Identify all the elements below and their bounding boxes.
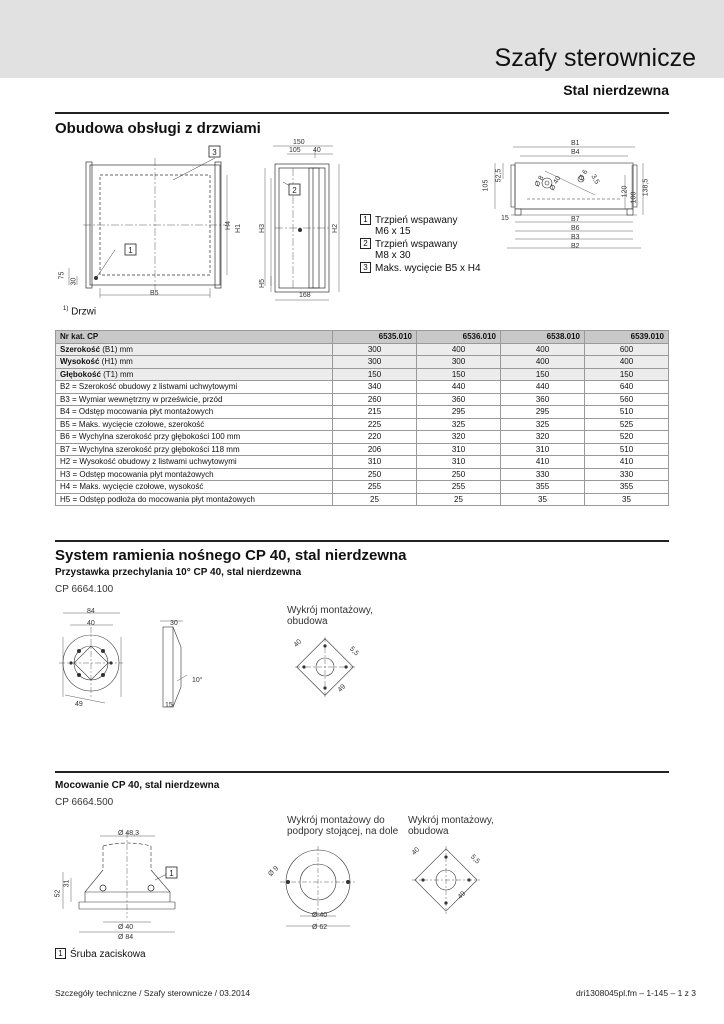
- table-row: [56, 381, 669, 394]
- cutout-caption-2b: podpory stojącej, na dole: [287, 826, 399, 837]
- page-title: Szafy sterownicze: [494, 44, 696, 72]
- dim-cut-5-5: 5,5: [347, 645, 360, 658]
- table-cell: 440: [501, 381, 585, 394]
- row-label-text: B6 = Wychylna szerokość przy głębokości 100 mm: [60, 432, 241, 442]
- table-row: [56, 356, 669, 369]
- cutout-caption-3: [408, 815, 494, 837]
- dim-d8: Ø 8: [533, 174, 546, 189]
- dim-h1: H1: [234, 224, 242, 233]
- legend-text-3a: Maks. wycięcie B5 x H4: [375, 263, 481, 274]
- table-cell: 640: [585, 381, 669, 394]
- table-cell: 525: [585, 418, 669, 431]
- dim-b1: B1: [571, 140, 580, 147]
- row-label: [56, 343, 333, 356]
- dim-105: 105: [289, 147, 301, 154]
- dim-tilt-40: 40: [87, 620, 95, 627]
- cutout-drawing-2: [270, 840, 360, 935]
- table-cell: 25: [417, 493, 501, 506]
- footer-left: Szczegóły techniczne / Szafy sterownicze / 03.2014: [55, 988, 251, 998]
- table-row: [56, 406, 669, 419]
- table-cell: 300: [417, 356, 501, 369]
- row-label: [56, 368, 333, 381]
- table-row: [56, 343, 669, 356]
- legend-text-1b: M6 x 15: [375, 226, 411, 237]
- svg-text:3: 3: [212, 148, 217, 157]
- row-label-bold: Szerokość: [60, 344, 101, 354]
- table-cell: 360: [501, 393, 585, 406]
- footnote: [63, 306, 96, 317]
- table-cell: 410: [585, 456, 669, 469]
- dim-15-side: 15: [165, 702, 173, 709]
- row-label: [56, 381, 333, 394]
- cutout-caption-1b: obudowa: [287, 616, 328, 627]
- table-row: [56, 481, 669, 494]
- cutout-caption-3b: obudowa: [408, 826, 449, 837]
- dim-top-105: 105: [482, 179, 490, 192]
- section-subtitle-tilt: Przystawka przechylania 10° CP 40, stal nierdzewna: [55, 567, 302, 578]
- table-row: [56, 431, 669, 444]
- table-cell: 510: [585, 406, 669, 419]
- table-cell: 225: [333, 418, 417, 431]
- footer-right: dri1308045pl.fm – 1-145 – 1 z 3: [575, 988, 696, 998]
- table-cell: 520: [585, 431, 669, 444]
- dim-75: 75: [58, 271, 66, 280]
- table-cell: 220: [333, 431, 417, 444]
- table-cell: 35: [585, 493, 669, 506]
- legend-item-2: [360, 238, 481, 250]
- dim-49: 49: [75, 701, 83, 708]
- cutout-caption-1: [287, 605, 373, 627]
- dim-b4: B4: [571, 149, 580, 156]
- table-header-row: [56, 331, 669, 344]
- row-label: [56, 431, 333, 444]
- row-label-text: B5 = Maks. wycięcie czołowe, szerokość: [60, 419, 205, 429]
- row-label-text: B3 = Wymiar wewnętrzny w prześwicie, przód: [60, 394, 223, 404]
- svg-text:2: 2: [292, 186, 297, 195]
- spec-table: [55, 330, 669, 506]
- svg-text:1: 1: [169, 869, 174, 878]
- part-number-100: CP 6664.100: [55, 584, 114, 595]
- table-row: [56, 443, 669, 456]
- dim-150: 150: [293, 139, 305, 146]
- table-cell: 250: [417, 468, 501, 481]
- footnote-mark: 1): [63, 306, 69, 312]
- col-header-6538: 6538.010: [501, 331, 585, 344]
- table-cell: 260: [333, 393, 417, 406]
- dim-40: 40: [313, 147, 321, 154]
- table-cell: 325: [417, 418, 501, 431]
- dim-30: 30: [70, 277, 78, 286]
- mount-legend: [55, 948, 146, 960]
- row-label-text: B7 = Wychylna szerokość przy głębokości 118 mm: [60, 444, 240, 454]
- legend-num-1: 1: [360, 214, 371, 225]
- row-label: [56, 481, 333, 494]
- row-label-text: H4 = Maks. wycięcie czołowe, wysokość: [60, 482, 204, 492]
- row-label: [56, 356, 333, 369]
- row-label: [56, 493, 333, 506]
- row-label-text: (T1) mm: [100, 369, 134, 379]
- table-cell: 35: [501, 493, 585, 506]
- table-cell: 330: [585, 468, 669, 481]
- dim-d48-3: Ø 48,3: [118, 830, 140, 837]
- row-label: [56, 443, 333, 456]
- legend-text-2a: Trzpień wspawany: [375, 239, 458, 250]
- table-cell: 206: [333, 443, 417, 456]
- dim-b3: B3: [571, 234, 580, 241]
- table-row: [56, 456, 669, 469]
- table-cell: 510: [585, 443, 669, 456]
- row-label: [56, 418, 333, 431]
- table-cell: 255: [417, 481, 501, 494]
- legend-text-2b: M8 x 30: [375, 250, 411, 261]
- mount-legend-num: 1: [55, 948, 66, 959]
- table-cell: 255: [333, 481, 417, 494]
- dim-d40: Ø 40: [548, 175, 563, 192]
- row-label: [56, 468, 333, 481]
- dim-15: 15: [501, 215, 509, 222]
- mount-legend-text: Śruba zaciskowa: [70, 949, 146, 960]
- table-cell: 25: [333, 493, 417, 506]
- table-cell: 310: [417, 456, 501, 469]
- table-cell: 360: [417, 393, 501, 406]
- row-label-bold: Wysokość: [60, 357, 100, 367]
- table-cell: 295: [417, 406, 501, 419]
- table-row: [56, 393, 669, 406]
- section-rule-3: [55, 771, 669, 773]
- dim-d6: Ø 6: [577, 168, 590, 183]
- dim-d9: Ø 9: [267, 865, 281, 878]
- table-cell: 300: [333, 356, 417, 369]
- row-label-text: H5 = Odstęp podłoża do mocowania płyt montażowych: [60, 494, 255, 504]
- footnote-text: Drzwi: [71, 306, 97, 318]
- table-cell: 310: [501, 443, 585, 456]
- cutout-caption-1a: Wykrój montażowy,: [287, 605, 373, 616]
- section-title-cp40: System ramienia nośnego CP 40, stal nierdzewna: [55, 547, 407, 564]
- row-label-text: (B1) mm: [100, 344, 133, 354]
- dim-a-d40: Ø 40: [312, 912, 328, 919]
- table-cell: 400: [417, 343, 501, 356]
- section-rule-2: [55, 540, 669, 542]
- table-row: [56, 493, 669, 506]
- table-cell: 250: [333, 468, 417, 481]
- table-row: [56, 468, 669, 481]
- row-label-text: H3 = Odstęp mocowania płyt montażowych: [60, 469, 214, 479]
- dim-100: 100: [630, 191, 638, 204]
- dim-d84-mount: Ø 84: [118, 934, 134, 941]
- table-cell: 355: [501, 481, 585, 494]
- table-cell: 300: [333, 343, 417, 356]
- table-cell: 400: [501, 356, 585, 369]
- col-header-6539: 6539.010: [585, 331, 669, 344]
- dim-d40-mount: Ø 40: [118, 924, 134, 931]
- section-title-mount: Mocowanie CP 40, stal nierdzewna: [55, 780, 220, 791]
- table-cell: 410: [501, 456, 585, 469]
- legend-num-3: 3: [360, 262, 371, 273]
- table-row: [56, 368, 669, 381]
- col-header-6535: 6535.010: [333, 331, 417, 344]
- table-cell: 310: [417, 443, 501, 456]
- dim-84: 84: [87, 608, 95, 615]
- dim-3-5: 3,5: [589, 173, 601, 186]
- table-cell: 320: [417, 431, 501, 444]
- dim-h5: H5: [258, 279, 266, 288]
- dim-b-49: 49: [456, 890, 468, 901]
- table-body: [56, 343, 669, 506]
- dim-cut-40: 40: [292, 638, 304, 649]
- dim-a-d62: Ø 62: [312, 924, 328, 931]
- table-cell: 325: [501, 418, 585, 431]
- table-cell: 600: [585, 343, 669, 356]
- dim-52: 52: [54, 889, 62, 898]
- dim-b-5-5: 5,5: [468, 853, 481, 866]
- col-header-6536: 6536.010: [417, 331, 501, 344]
- legend-item-3: [360, 262, 481, 274]
- row-label-text: B2 = Szerokość obudowy z listwami uchwytowymi: [60, 382, 238, 392]
- front-view-drawing: [55, 140, 245, 318]
- table-cell: 150: [417, 368, 501, 381]
- legend-list: [360, 214, 481, 274]
- dim-b2: B2: [571, 243, 580, 250]
- cutout-caption-2: [287, 815, 398, 837]
- row-label: [56, 456, 333, 469]
- dim-h4: H4: [224, 221, 232, 230]
- table-cell: 560: [585, 393, 669, 406]
- table-cell: 440: [417, 381, 501, 394]
- row-label: [56, 393, 333, 406]
- table-cell: 330: [501, 468, 585, 481]
- row-label-text: B4 = Odstęp mocowania płyt montażowych: [60, 407, 214, 417]
- table-cell: 340: [333, 381, 417, 394]
- cutout-caption-3a: Wykrój montażowy,: [408, 815, 494, 826]
- col-header-catalog: Nr kat. CP: [56, 331, 333, 344]
- legend-text-1a: Trzpień wspawany: [375, 215, 458, 226]
- dim-h2: H2: [331, 224, 339, 233]
- table-row: [56, 418, 669, 431]
- dim-b6: B6: [571, 225, 580, 232]
- dim-10-deg: 10°: [192, 677, 203, 684]
- row-label-bold: Głębokość: [60, 369, 101, 379]
- cutout-caption-2a: Wykrój montażowy do: [287, 815, 385, 826]
- table-cell: 310: [333, 456, 417, 469]
- table-cell: 400: [585, 356, 669, 369]
- dim-120: 120: [621, 185, 629, 198]
- table-cell: 355: [585, 481, 669, 494]
- legend-item-1: [360, 214, 481, 226]
- dim-30-side: 30: [170, 620, 178, 627]
- dim-31: 31: [63, 879, 71, 888]
- page-subtitle: Stal nierdzewna: [563, 82, 669, 98]
- dim-b-40: 40: [410, 846, 422, 857]
- row-label-text: H2 = Wysokość obudowy z listwami uchwytowymi: [60, 457, 237, 467]
- table-cell: 400: [501, 343, 585, 356]
- table-cell: 295: [501, 406, 585, 419]
- legend-num-2: 2: [360, 238, 371, 249]
- dim-h3: H3: [258, 224, 266, 233]
- section-rule: [55, 112, 669, 114]
- dim-138-5: 138,5: [642, 178, 650, 197]
- dim-b5: B5: [150, 290, 159, 297]
- dim-cut-49: 49: [336, 683, 348, 694]
- table-cell: 150: [585, 368, 669, 381]
- section-title-enclosure: Obudowa obsługi z drzwiami: [55, 120, 261, 137]
- dim-52-5: 52,5: [495, 168, 503, 183]
- row-label: [56, 406, 333, 419]
- table-cell: 150: [501, 368, 585, 381]
- dim-168: 168: [299, 292, 311, 299]
- table-cell: 320: [501, 431, 585, 444]
- row-label-text: (H1) mm: [99, 357, 133, 367]
- table-cell: 150: [333, 368, 417, 381]
- part-number-500: CP 6664.500: [55, 797, 114, 808]
- dim-b7: B7: [571, 216, 580, 223]
- table-cell: 215: [333, 406, 417, 419]
- svg-text:1: 1: [128, 246, 133, 255]
